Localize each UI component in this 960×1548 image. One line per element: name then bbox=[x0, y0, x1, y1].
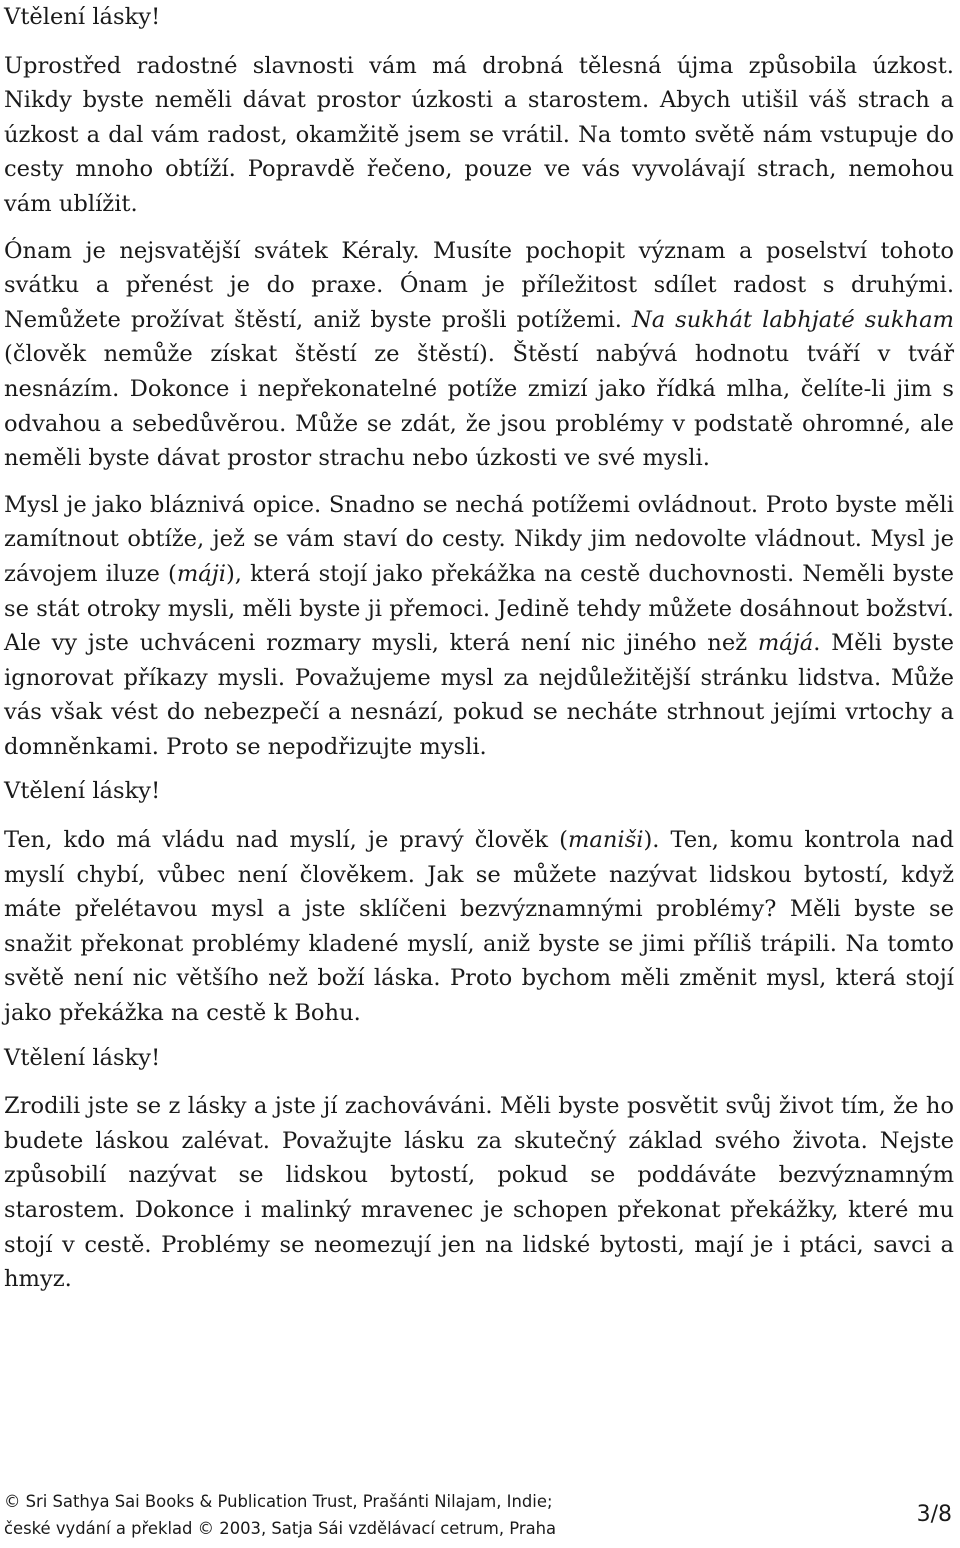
copyright-line-2: české vydání a překlad © 2003, Satja Sái vzdělávací cetrum, Praha bbox=[4, 1519, 557, 1538]
document-body bbox=[4, 0, 954, 1297]
section-heading: Vtělení lásky! bbox=[4, 1044, 161, 1071]
copyright-line-1: © Sri Sathya Sai Books & Publication Trust, Prašánti Nilajam, Indie; bbox=[4, 1492, 553, 1511]
paragraph-3: Mysl je jako bláznivá opice. Snadno se nechá potížemi ovládnout. Proto byste měli zamítnout obtíže, jež se vám staví do cesty. Nikdy jim nedovolte vládnout. Mysl je závojem iluze (máji), která stojí jako překážka na cestě duchovnosti. Neměli byste se stát otroky mysli, měli byste ji přemoci. Jedině tehdy můžete dosáhnout božství. Ale vy jste uchváceni rozmary mysli, která není nic jiného než májá. Měli byste ignorovat příkazy mysli. Považujeme mysl za nejdůležitější stránku lidstva. Může vás však vést do nebezpečí a nesnází, pokud se necháte strhnout jejími vrtochy a domněnkami. Proto se nepodřizujte mysli. bbox=[4, 491, 954, 760]
paragraph-1: Uprostřed radostné slavnosti vám má drobná tělesná újma způsobila úzkost. Nikdy byste neměli dávat prostor úzkosti a starostem. Abych utišil váš strach a úzkost a dal vám radost, okamžitě jsem se vrátil. Na tomto světě nám vstupuje do cesty mnoho obtíží. Popravdě řečeno, pouze ve vás vyvolávají strach, nemohou vám ublížit. bbox=[4, 52, 954, 217]
paragraph-4: Ten, kdo má vládu nad myslí, je pravý člověk (maniši). Ten, komu kontrola nad myslí chybí, vůbec není člověkem. Jak se můžete nazývat lidskou bytostí, když máte přelétavou mysl a jste sklíčeni bezvýznamnými problémy? Měli byste se snažit překonat problémy kladené myslí, aniž byste se jimi příliš trápili. Na tomto světě není nic většího než boží láska. Proto bychom měli změnit mysl, která stojí jako překážka na cestě k Bohu. bbox=[4, 827, 954, 1027]
section-heading: Vtělení lásky! bbox=[4, 778, 161, 805]
paragraph-2: Ónam je nejsvatější svátek Kéraly. Musíte pochopit význam a poselství tohoto svátku a přenést je do praxe. Ónam je příležitost sdílet radost s druhými. Nemůžete prožívat štěstí, aniž byste prošli potížemi. Na sukhát labhjaté sukham (člověk nemůže získat štěstí ze štěstí). Štěstí nabývá hodnotu tváří v tvář nesnázím. Dokonce i nepřekonatelné potíže zmizí jako řídká mlha, čelíte-li jim s odvahou a sebedůvěrou. Může se zdát, že jsou problémy v podstatě ohromné, ale neměli byste dávat prostor strachu nebo úzkosti ve své mysli. bbox=[4, 237, 954, 472]
paragraph-5: Zrodili jste se z lásky a jste jí zachováváni. Měli byste posvětit svůj život tím, že ho budete láskou zalévat. Považujte lásku za skutečný základ svého života. Nejste způsobilí nazývat se lidskou bytostí, pokud se poddáváte bezvýznamným starostem. Dokonce i malinký mravenec je schopen překonat překážky, které mu stojí v cestě. Problémy se neomezují jen na lidské bytosti, mají je i ptáci, savci a hmyz. bbox=[4, 1093, 954, 1293]
section-heading: Vtělení lásky! bbox=[4, 4, 161, 30]
copyright-notice bbox=[4, 1488, 556, 1542]
page-footer bbox=[4, 1488, 954, 1548]
page-number: 3/8 bbox=[916, 1502, 952, 1527]
